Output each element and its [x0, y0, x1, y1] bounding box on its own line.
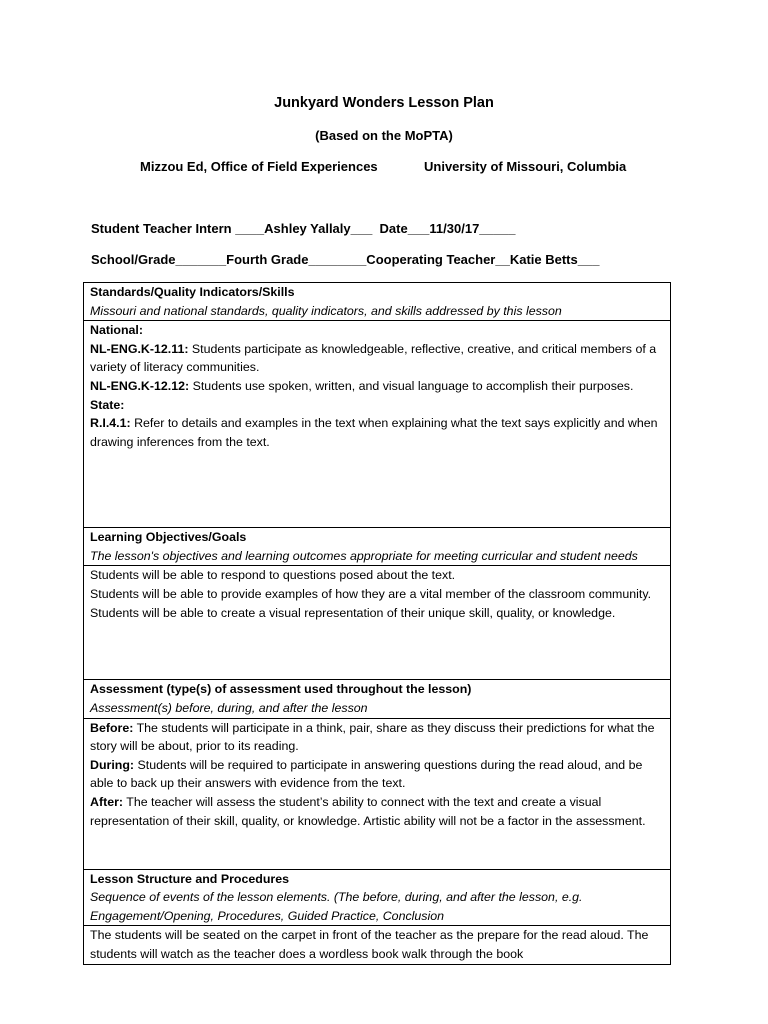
standard-item: R.I.4.1: Refer to details and examples in the text when explaining what the text says explicitly and when drawing inferences from the text. [90, 416, 658, 449]
lesson-subtitle: (Based on the MoPTA) [315, 128, 453, 143]
standard-item: NL-ENG.K-12.12: Students use spoken, written, and visual language to accomplish their purposes. [90, 378, 634, 393]
lesson-title: Junkyard Wonders Lesson Plan [274, 95, 494, 111]
school-teacher-line: School/Grade_______Fourth Grade________Cooperating Teacher__Katie Betts___ [91, 252, 600, 267]
lesson-plan-table [83, 282, 671, 965]
standards-subheading: Missouri and national standards, quality indicators, and skills addressed by this lesson [90, 303, 562, 318]
standards-heading: Standards/Quality Indicators/Skills [90, 285, 295, 299]
objective-item: Students will be able to respond to questions posed about the text. [90, 568, 456, 583]
assessment-item: Before: The students will participate in a think, pair, share as they discuss their predictions for what the story will be about, prior to its reading. [90, 720, 655, 754]
procedures-header-row [84, 869, 671, 926]
objective-item: Students will be able to provide examples of how they are a vital member of the classroom community. [90, 586, 652, 601]
objectives-content-row [84, 566, 671, 680]
objectives-heading: Learning Objectives/Goals [90, 530, 247, 545]
objectives-subheading: The lesson's objectives and learning outcomes appropriate for meeting curricular and student needs [90, 548, 638, 563]
standards-header-row [84, 283, 671, 321]
assessment-item: During: Students will be required to participate in answering questions during the read aloud, and be able to back up their answers with evidence from the text. [90, 757, 643, 791]
procedures-heading: Lesson Structure and Procedures [90, 871, 289, 886]
procedures-content-row [84, 926, 671, 964]
objectives-header-row [84, 528, 671, 566]
objective-item: Students will be able to create a visual representation of their unique skill, quality, or knowledge. [90, 605, 616, 620]
standards-content-row [84, 321, 671, 528]
institution-office: Mizzou Ed, Office of Field Experiences [140, 159, 378, 174]
procedures-text: The students will be seated on the carpet in front of the teacher as the prepare for the read aloud. The students will watch as the teacher does a wordless book walk through the book [90, 928, 649, 961]
assessment-header-row [84, 680, 671, 718]
assessment-subheading: Assessment(s) before, during, and after the lesson [90, 700, 368, 715]
national-label: National: [90, 323, 144, 338]
assessment-item: After: The teacher will assess the student’s ability to connect with the text and create a visual representation of their skill, quality, or knowledge. Artistic ability will not be a factor in the assessment. [90, 794, 646, 828]
assessment-heading: Assessment (type(s) of assessment used throughout the lesson) [90, 682, 472, 697]
state-label: State: [90, 397, 125, 412]
intern-date-line: Student Teacher Intern ____Ashley Yallaly___ Date___11/30/17_____ [91, 221, 516, 236]
procedures-subheading: Sequence of events of the lesson elements. (The before, during, and after the lesson, e.g. Engagement/Opening, Procedures, Guided Practice, Conclusion [90, 890, 583, 923]
institution-university: University of Missouri, Columbia [424, 159, 627, 174]
assessment-content-row [84, 718, 671, 869]
standard-item: NL-ENG.K-12.11: Students participate as knowledgeable, reflective, creative, and critical members of a variety of literacy communities. [90, 341, 657, 375]
